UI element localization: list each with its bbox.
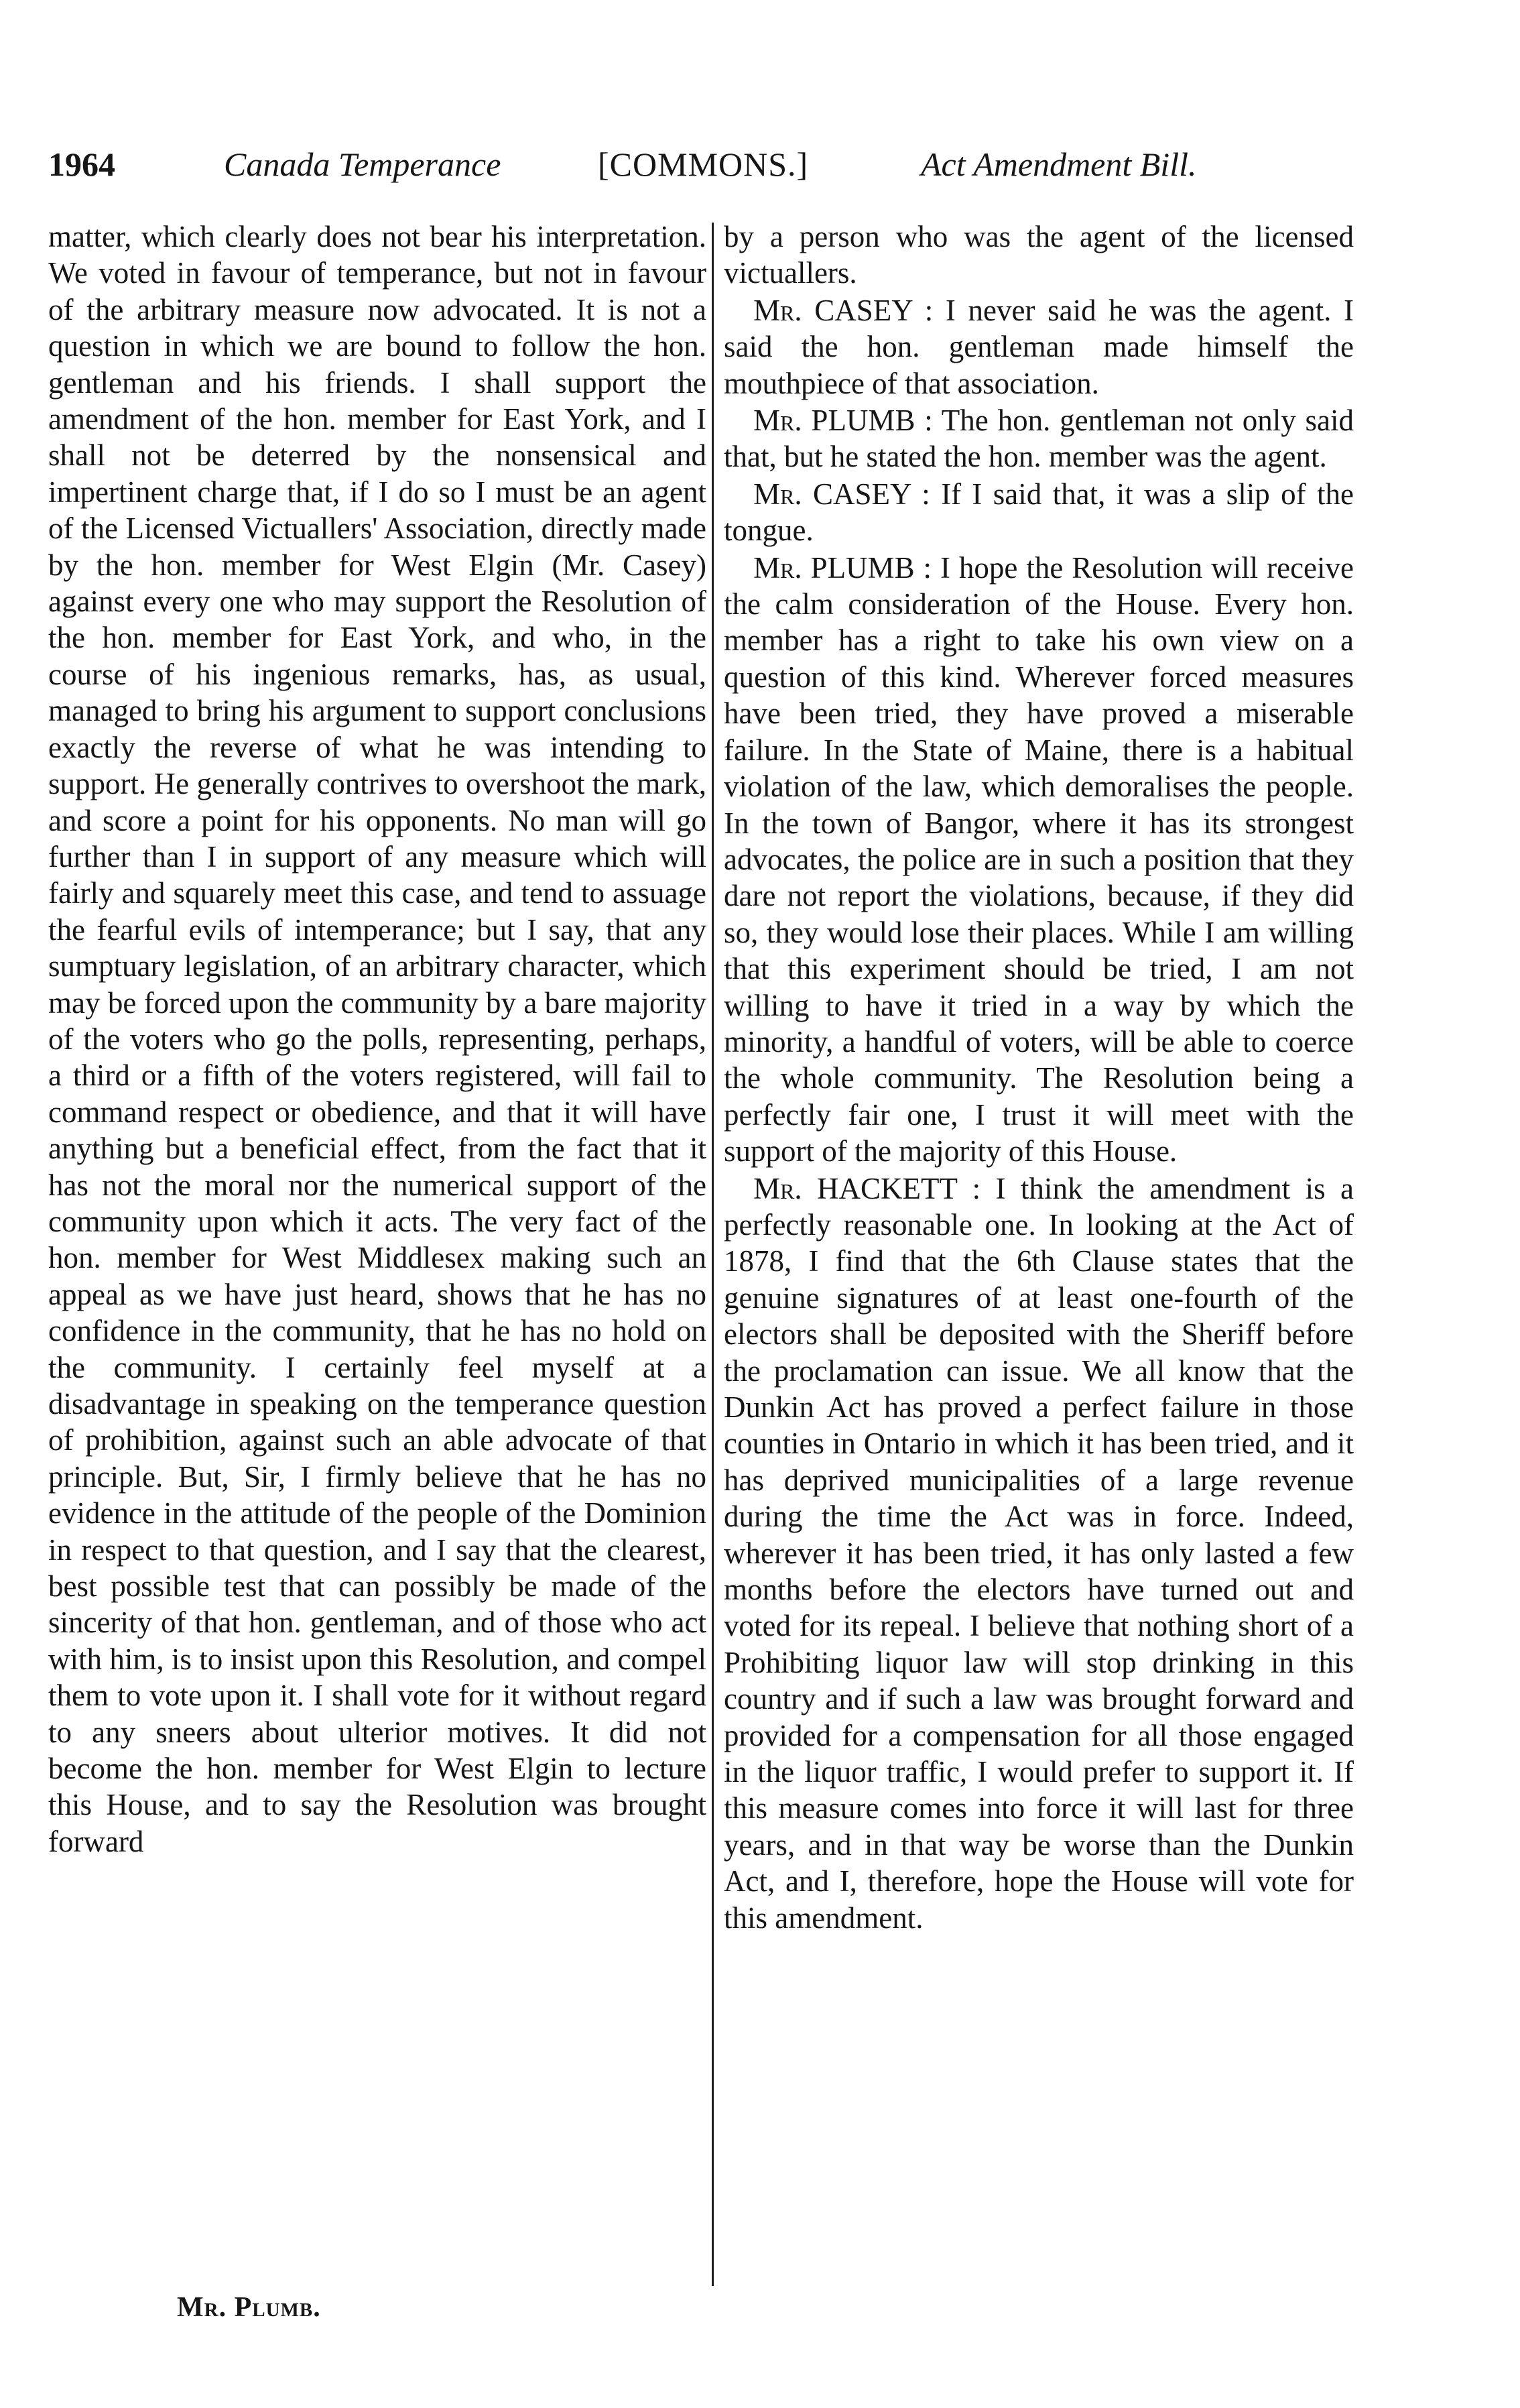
speech-paragraph-casey	[724, 292, 1354, 402]
paragraph-text: I think the amendment is a perfectly reasonable one. In looking at the Act of 1878, I find that the 6th Clause states that the genuine signatures of at least one-fourth of the electors shall be deposited with the Sheriff before the proclamation can issue. We all know that the Dunkin Act has proved a perfect failure in those counties in Ontario in which it has been tried, and it has deprived municipalities of a large revenue during the time the Act was in force. Indeed, wherever it has been tried, it has only lasted a few months before the electors have turned out and voted for its repeal. I believe that nothing short of a Prohibiting liquor law will stop drinking in this country and if such a law was brought forward and provided for a compensation for all those engaged in the liquor traffic, I would prefer to support it. If this measure comes into force it will last for three years, and in that way be worse than the Dunkin Act, and I, therefore, hope the House will vote for this amendment.	[724, 1171, 1354, 1935]
speech-paragraph-casey	[724, 476, 1354, 549]
paragraph-text: If I said that, it was a slip of the tongue.	[724, 477, 1354, 548]
speech-paragraph-plumb	[724, 402, 1354, 475]
left-column	[48, 219, 706, 1860]
header-left-title: Canada Temperance	[224, 145, 501, 183]
paragraph-text: The hon. gentleman not only said that, but he stated the hon. member was the agent.	[724, 404, 1354, 474]
header-right-title: Act Amendment Bill.	[921, 145, 1197, 183]
speech-paragraph-hackett	[724, 1170, 1354, 1937]
speaker-name: Mr. HACKETT :	[753, 1171, 981, 1205]
speaker-name: Mr. CASEY :	[753, 293, 934, 327]
paragraph-text: by a person who was the agent of the licensed victuallers.	[724, 220, 1354, 290]
speaker-name: Mr. CASEY :	[753, 477, 930, 511]
column-divider	[712, 223, 714, 2286]
speech-paragraph-plumb	[724, 550, 1354, 1170]
page-number: 1964	[48, 145, 115, 183]
header-center-title: [COMMONS.]	[598, 145, 809, 183]
speaker-name: Mr. PLUMB :	[753, 404, 933, 438]
paragraph-text: I hope the Resolution will receive the calm consideration of the House. Every hon. member has a right to take his own view on a question of this kind. Wherever forced measures have been tried, they have proved a miserable failure. In the State of Maine, there is a habitual violation of the law, which demoralises the people. In the town of Bangor, where it has its strongest advocates, the police are in such a position that they dare not report the violations, because, if they did so, they would lose their places. While I am willing that this experiment should be tried, I am not willing to have it tried in a way by which the minority, a handful of voters, will be able to coerce the whole community. The Resolution being a perfectly fair one, I trust it will meet with the support of the majority of this House.	[724, 550, 1354, 1168]
footer-catchword: Mr. Plumb.	[177, 2292, 321, 2323]
continuation-paragraph	[724, 219, 1354, 292]
speaker-name: Mr. PLUMB :	[753, 550, 932, 585]
left-column-paragraph: matter, which clearly does not bear his interpretation. We voted in favour of temperance, but not in favour of the arbitrary measure now advocated. It is not a question in which we are bound to follow the hon. gentleman and his friends. I shall support the amendment of the hon. member for East York, and I shall not be deterred by the nonsensical and impertinent charge that, if I do so I must be an agent of the Licensed Victuallers' Association, directly made by the hon. member for West Elgin (Mr. Casey) against every one who may support the Resolution of the hon. member for East York, and who, in the course of his ingenious remarks, has, as usual, managed to bring his argument to support conclusions exactly the reverse of what he was intending to support. He generally contrives to overshoot the mark, and score a point for his opponents. No man will go further than I in support of any measure which will fairly and squarely meet this case, and tend to assuage the fearful evils of intemperance; but I say, that any sumptuary legislation, of an arbitrary character, which may be forced upon the community by a bare majority of the voters who go the polls, representing, perhaps, a third or a fifth of the voters registered, will fail to command respect or obedience, and that it will have anything but a beneficial effect, from the fact that it has not the moral nor the numerical support of the community upon which it acts. The very fact of the hon. member for West Middlesex making such an appeal as we have just heard, shows that he has no confidence in the community, that he has no hold on the community. I certainly feel myself at a disadvantage in speaking on the temperance question of prohibition, against such an able advocate of that principle. But, Sir, I firmly believe that he has no evidence in the attitude of the people of the Dominion in respect to that question, and I say that the clearest, best possible test that can possibly be made of the sincerity of that hon. gentleman, and of those who act with him, is to insist upon this Resolution, and compel them to vote upon it. I shall vote for it without regard to any sneers about ulterior motives. It did not become the hon. member for West Elgin to lecture this House, and to say the Resolution was brought forward	[48, 220, 706, 1858]
running-header	[48, 134, 1342, 194]
paragraph-text: I never said he was the agent. I said the hon. gentleman made himself the mouthpiece of that association.	[724, 293, 1354, 400]
right-column	[724, 219, 1354, 1936]
